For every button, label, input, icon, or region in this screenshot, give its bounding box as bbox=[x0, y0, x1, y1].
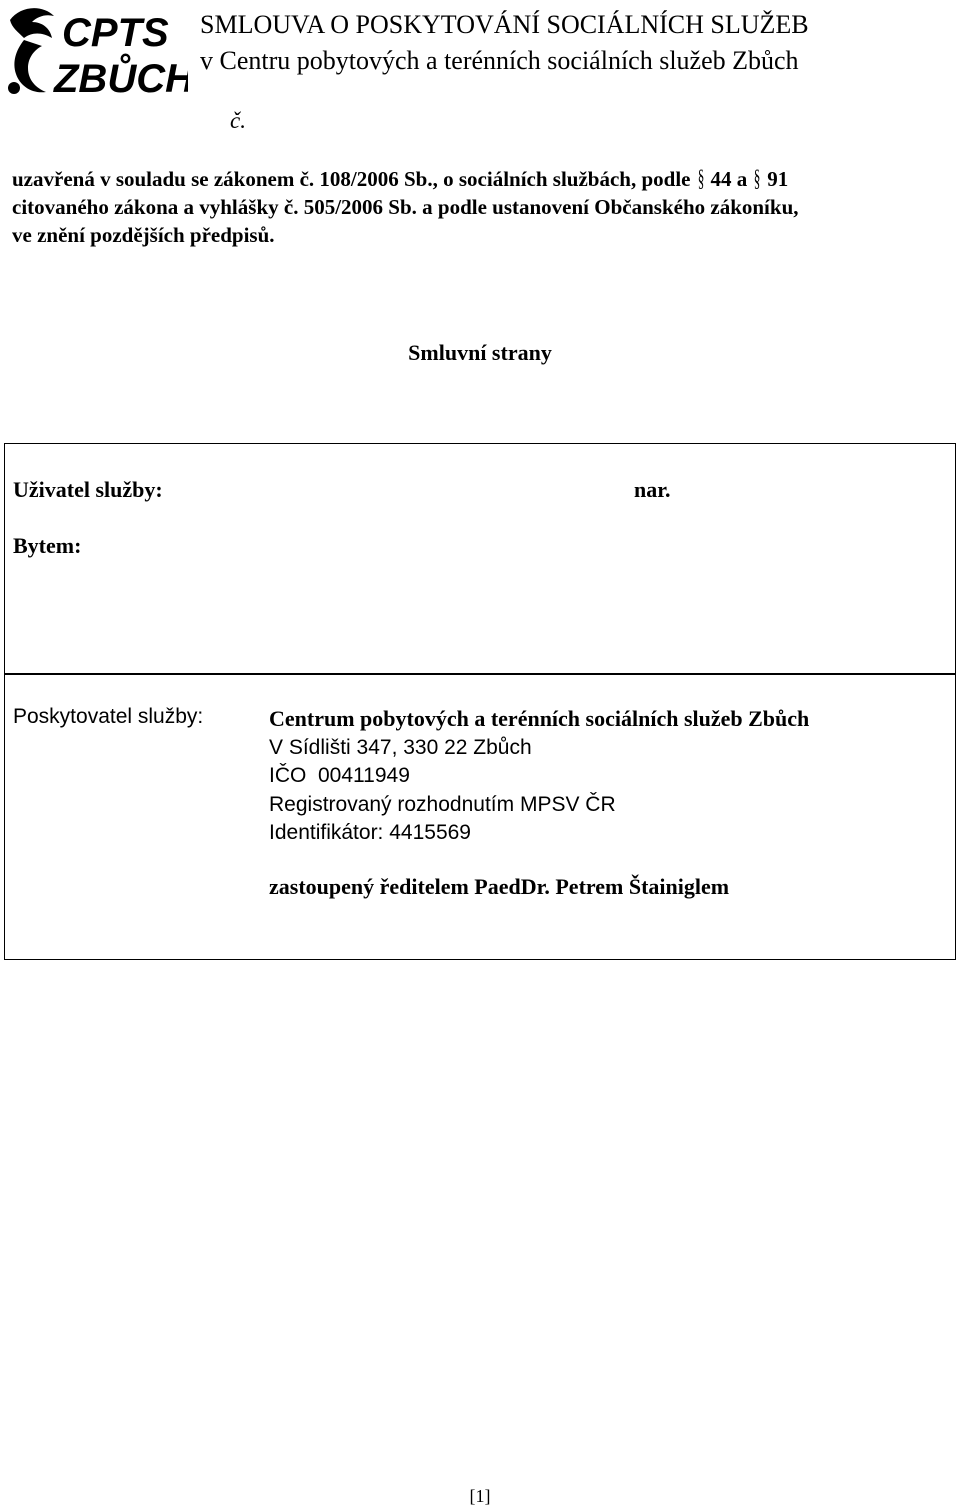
logo-text-zbuch: ZBŮCH bbox=[54, 57, 188, 101]
preamble-text-1: uzavřená v souladu se zákonem č. 108/2006 Sb., o sociálních službách, podle bbox=[12, 167, 691, 191]
provider-name: Centrum pobytových a terénních sociálních služeb Zbůch bbox=[269, 706, 810, 731]
user-box bbox=[4, 443, 956, 675]
preamble-line-1 bbox=[12, 165, 957, 193]
dove-wing-shape bbox=[10, 8, 54, 38]
preamble-text-3: 91 bbox=[767, 167, 789, 191]
parties-heading: Smluvní strany bbox=[408, 340, 552, 365]
cpts-logo bbox=[2, 2, 188, 102]
user-label: Uživatel služby: bbox=[13, 477, 163, 502]
logo-dot-shape bbox=[8, 82, 20, 94]
document-subtitle: v Centru pobytových a terénních sociálních služeb Zbůch bbox=[200, 46, 799, 75]
provider-representative: zastoupený ředitelem PaedDr. Petrem Štainiglem bbox=[269, 874, 730, 899]
preamble bbox=[12, 165, 957, 249]
provider-identifier: Identifikátor: 4415569 bbox=[269, 821, 471, 844]
paragraph-sign: § bbox=[753, 166, 761, 192]
preamble-line-3: ve znění pozdějších předpisů. bbox=[12, 223, 275, 247]
residence-label: Bytem: bbox=[13, 533, 82, 558]
provider-label: Poskytovatel služby: bbox=[13, 705, 204, 728]
born-label: nar. bbox=[634, 477, 671, 502]
dove-logo-icon bbox=[2, 2, 188, 102]
paragraph-sign: § bbox=[697, 166, 704, 192]
logo-text-cpts: CPTS bbox=[62, 11, 169, 55]
provider-details bbox=[269, 705, 809, 848]
provider-registration: Registrovaný rozhodnutím MPSV ČR bbox=[269, 792, 616, 816]
provider-address: V Sídlišti 347, 330 22 Zbůch bbox=[269, 735, 532, 759]
dove-body-shape bbox=[14, 40, 46, 92]
preamble-text-2: 44 a bbox=[710, 167, 748, 191]
preamble-line-2: citovaného zákona a vyhlášky č. 505/2006 Sb. a podle ustanovení Občanského zákoníku, bbox=[12, 195, 799, 219]
provider-ico: IČO 00411949 bbox=[269, 764, 410, 787]
provider-box bbox=[4, 673, 956, 960]
document-title: SMLOUVA O POSKYTOVÁNÍ SOCIÁLNÍCH SLUŽEB bbox=[200, 10, 809, 39]
contract-number: č. bbox=[230, 108, 246, 133]
page-number: [1] bbox=[469, 1486, 491, 1506]
